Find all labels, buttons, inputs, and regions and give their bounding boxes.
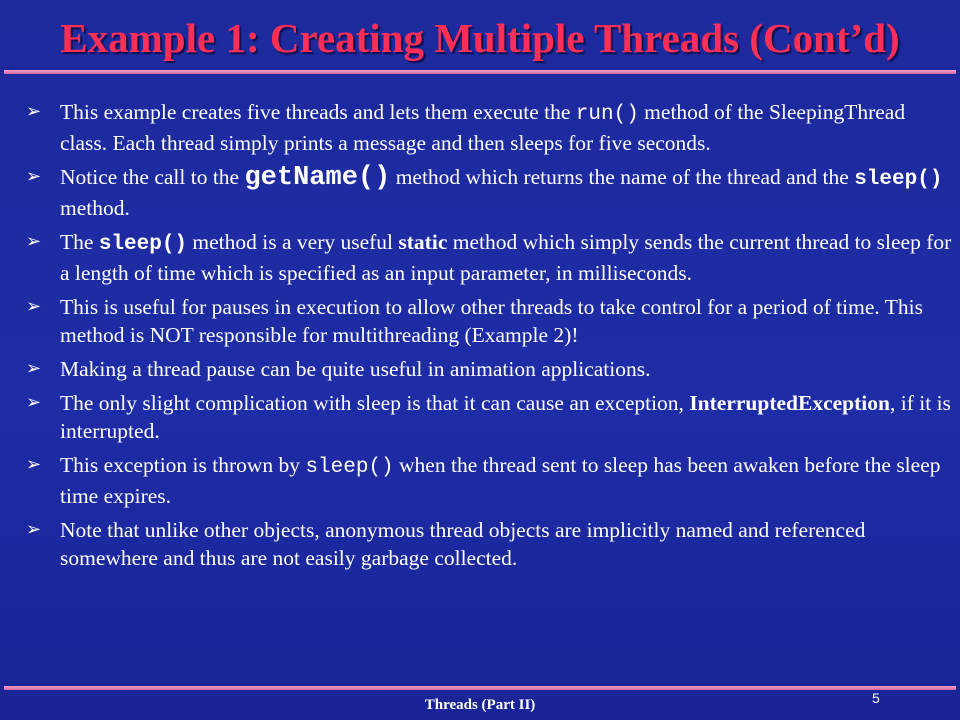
arrow-bullet-icon: ➢ — [26, 231, 42, 252]
bullet-item — [26, 293, 952, 349]
bullet-text: when the thread sent to sleep has been awaken before the sleep time expires. — [60, 453, 941, 508]
code-run: run() — [575, 103, 639, 126]
footer-divider — [4, 686, 956, 690]
bullet-list — [26, 98, 952, 578]
bullet-text: The only slight complication with sleep is that it can cause an exception, — [60, 391, 690, 415]
bullet-item — [26, 451, 952, 510]
bullet-text: Notice the call to the — [60, 165, 245, 189]
keyword-static: static — [398, 230, 448, 254]
arrow-bullet-icon: ➢ — [26, 296, 42, 317]
bullet-text: Making a thread pause can be quite useful in animation applications. — [60, 357, 651, 381]
code-sleep: sleep() — [305, 456, 394, 479]
bullet-item — [26, 516, 952, 572]
code-sleep: sleep() — [98, 233, 188, 256]
code-getname: getName() — [244, 163, 391, 193]
bullet-text: Note that unlike other objects, anonymous thread objects are implicitly named and referenced somewhere and thus are not easily garbage collected. — [60, 518, 866, 570]
bullet-text: This example creates five threads and lets them execute the — [60, 100, 576, 124]
bullet-text: This exception is thrown by — [60, 453, 306, 477]
arrow-bullet-icon: ➢ — [26, 519, 42, 540]
bullet-text: , if it is interrupted. — [60, 391, 951, 443]
bullet-text: method is a very useful — [187, 230, 399, 254]
arrow-bullet-icon: ➢ — [26, 166, 42, 187]
bullet-item — [26, 228, 952, 287]
bullet-item — [26, 163, 952, 222]
page-number: 5 — [872, 690, 880, 706]
bullet-item — [26, 389, 952, 445]
bullet-text: method of the SleepingThread class. Each thread simply prints a message and then sleeps for five seconds. — [60, 100, 906, 155]
arrow-bullet-icon: ➢ — [26, 358, 42, 379]
footer-title: Threads (Part II) — [424, 697, 536, 713]
bullet-text: This is useful for pauses in execution to allow other threads to take control for a period of time. This method is NOT responsible for multithreading (Example 2)! — [60, 295, 923, 347]
bullet-text: method which simply sends the current thread to sleep for a length of time which is specified as an input parameter, in milliseconds. — [60, 230, 952, 285]
slide-title: Example 1: Creating Multiple Threads (Cont’d) — [60, 15, 900, 61]
title-divider — [4, 70, 956, 74]
bullet-text: method which returns the name of the thread and the — [390, 165, 855, 189]
arrow-bullet-icon: ➢ — [26, 101, 42, 122]
arrow-bullet-icon: ➢ — [26, 454, 42, 475]
code-sleep: sleep() — [854, 168, 943, 191]
bullet-item — [26, 355, 952, 383]
arrow-bullet-icon: ➢ — [26, 392, 42, 413]
exception-name: InterruptedException — [689, 391, 890, 415]
bullet-item — [26, 98, 952, 157]
bullet-text: method. — [60, 196, 130, 220]
bullet-text: The — [60, 230, 99, 254]
